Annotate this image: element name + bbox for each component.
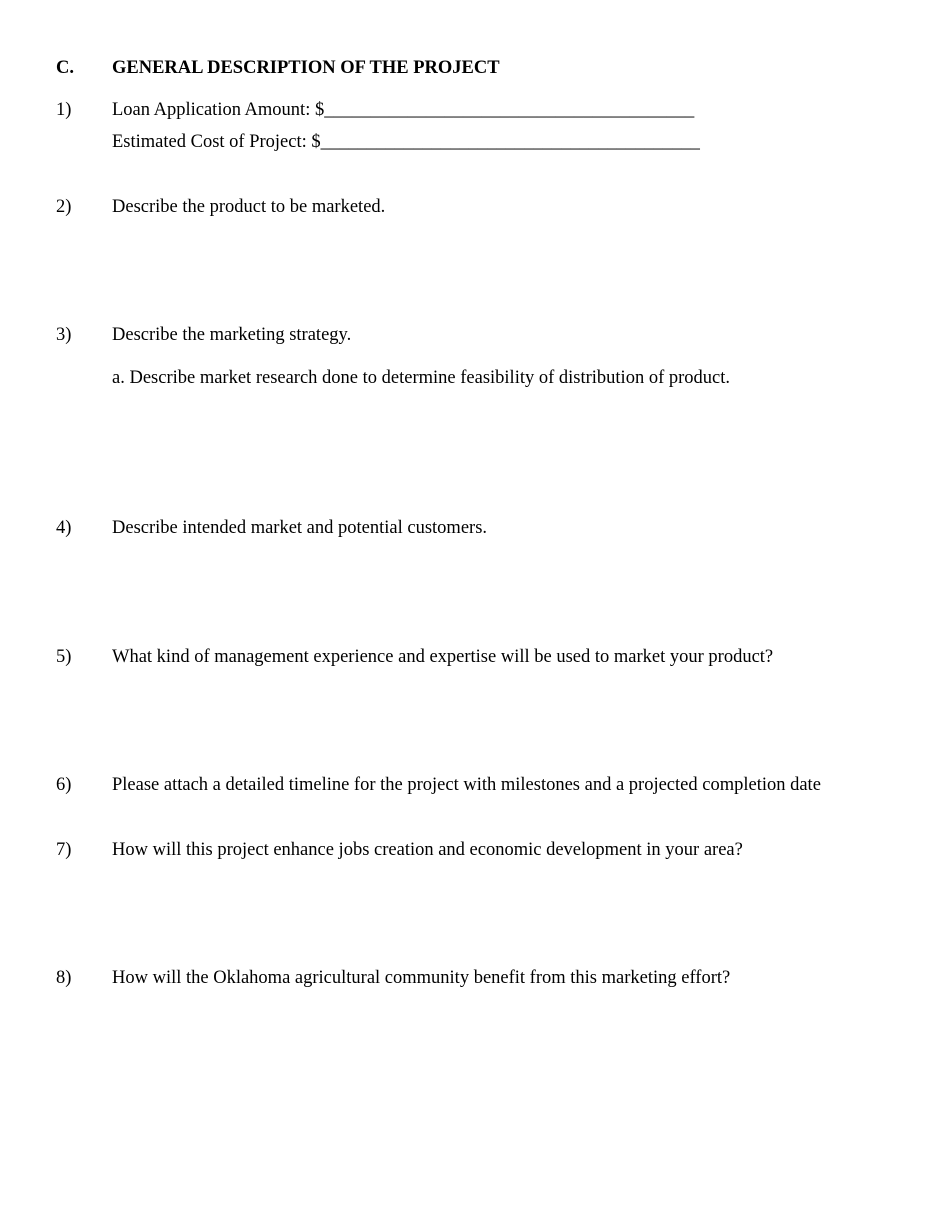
item-6-question: Please attach a detailed timeline for the project with milestones and a projected completion date bbox=[112, 775, 821, 795]
item-4-number: 4) bbox=[56, 518, 72, 538]
item-2-question: Describe the product to be marketed. bbox=[112, 197, 386, 217]
item-1-number: 1) bbox=[56, 100, 72, 120]
item-3-number: 3) bbox=[56, 325, 72, 345]
item-7-question: How will this project enhance jobs creation and economic development in your area? bbox=[112, 840, 743, 860]
item-2-number: 2) bbox=[56, 197, 72, 217]
item-3a-question: a. Describe market research done to determine feasibility of distribution of product. bbox=[112, 368, 730, 388]
estimated-cost-field[interactable]: Estimated Cost of Project: $_________________________________________ bbox=[112, 132, 700, 152]
item-4-question: Describe intended market and potential customers. bbox=[112, 518, 488, 538]
item-6-number: 6) bbox=[56, 775, 72, 795]
item-5-question: What kind of management experience and expertise will be used to market your product? bbox=[112, 647, 774, 667]
item-8-number: 8) bbox=[56, 968, 72, 988]
item-5-number: 5) bbox=[56, 647, 72, 667]
item-7-number: 7) bbox=[56, 840, 72, 860]
section-letter: C. bbox=[56, 58, 74, 78]
loan-amount-field[interactable]: Loan Application Amount: $________________________________________ bbox=[112, 100, 695, 120]
section-title: GENERAL DESCRIPTION OF THE PROJECT bbox=[112, 58, 500, 78]
item-8-question: How will the Oklahoma agricultural community benefit from this marketing effort? bbox=[112, 968, 731, 988]
item-3-question: Describe the marketing strategy. bbox=[112, 325, 352, 345]
